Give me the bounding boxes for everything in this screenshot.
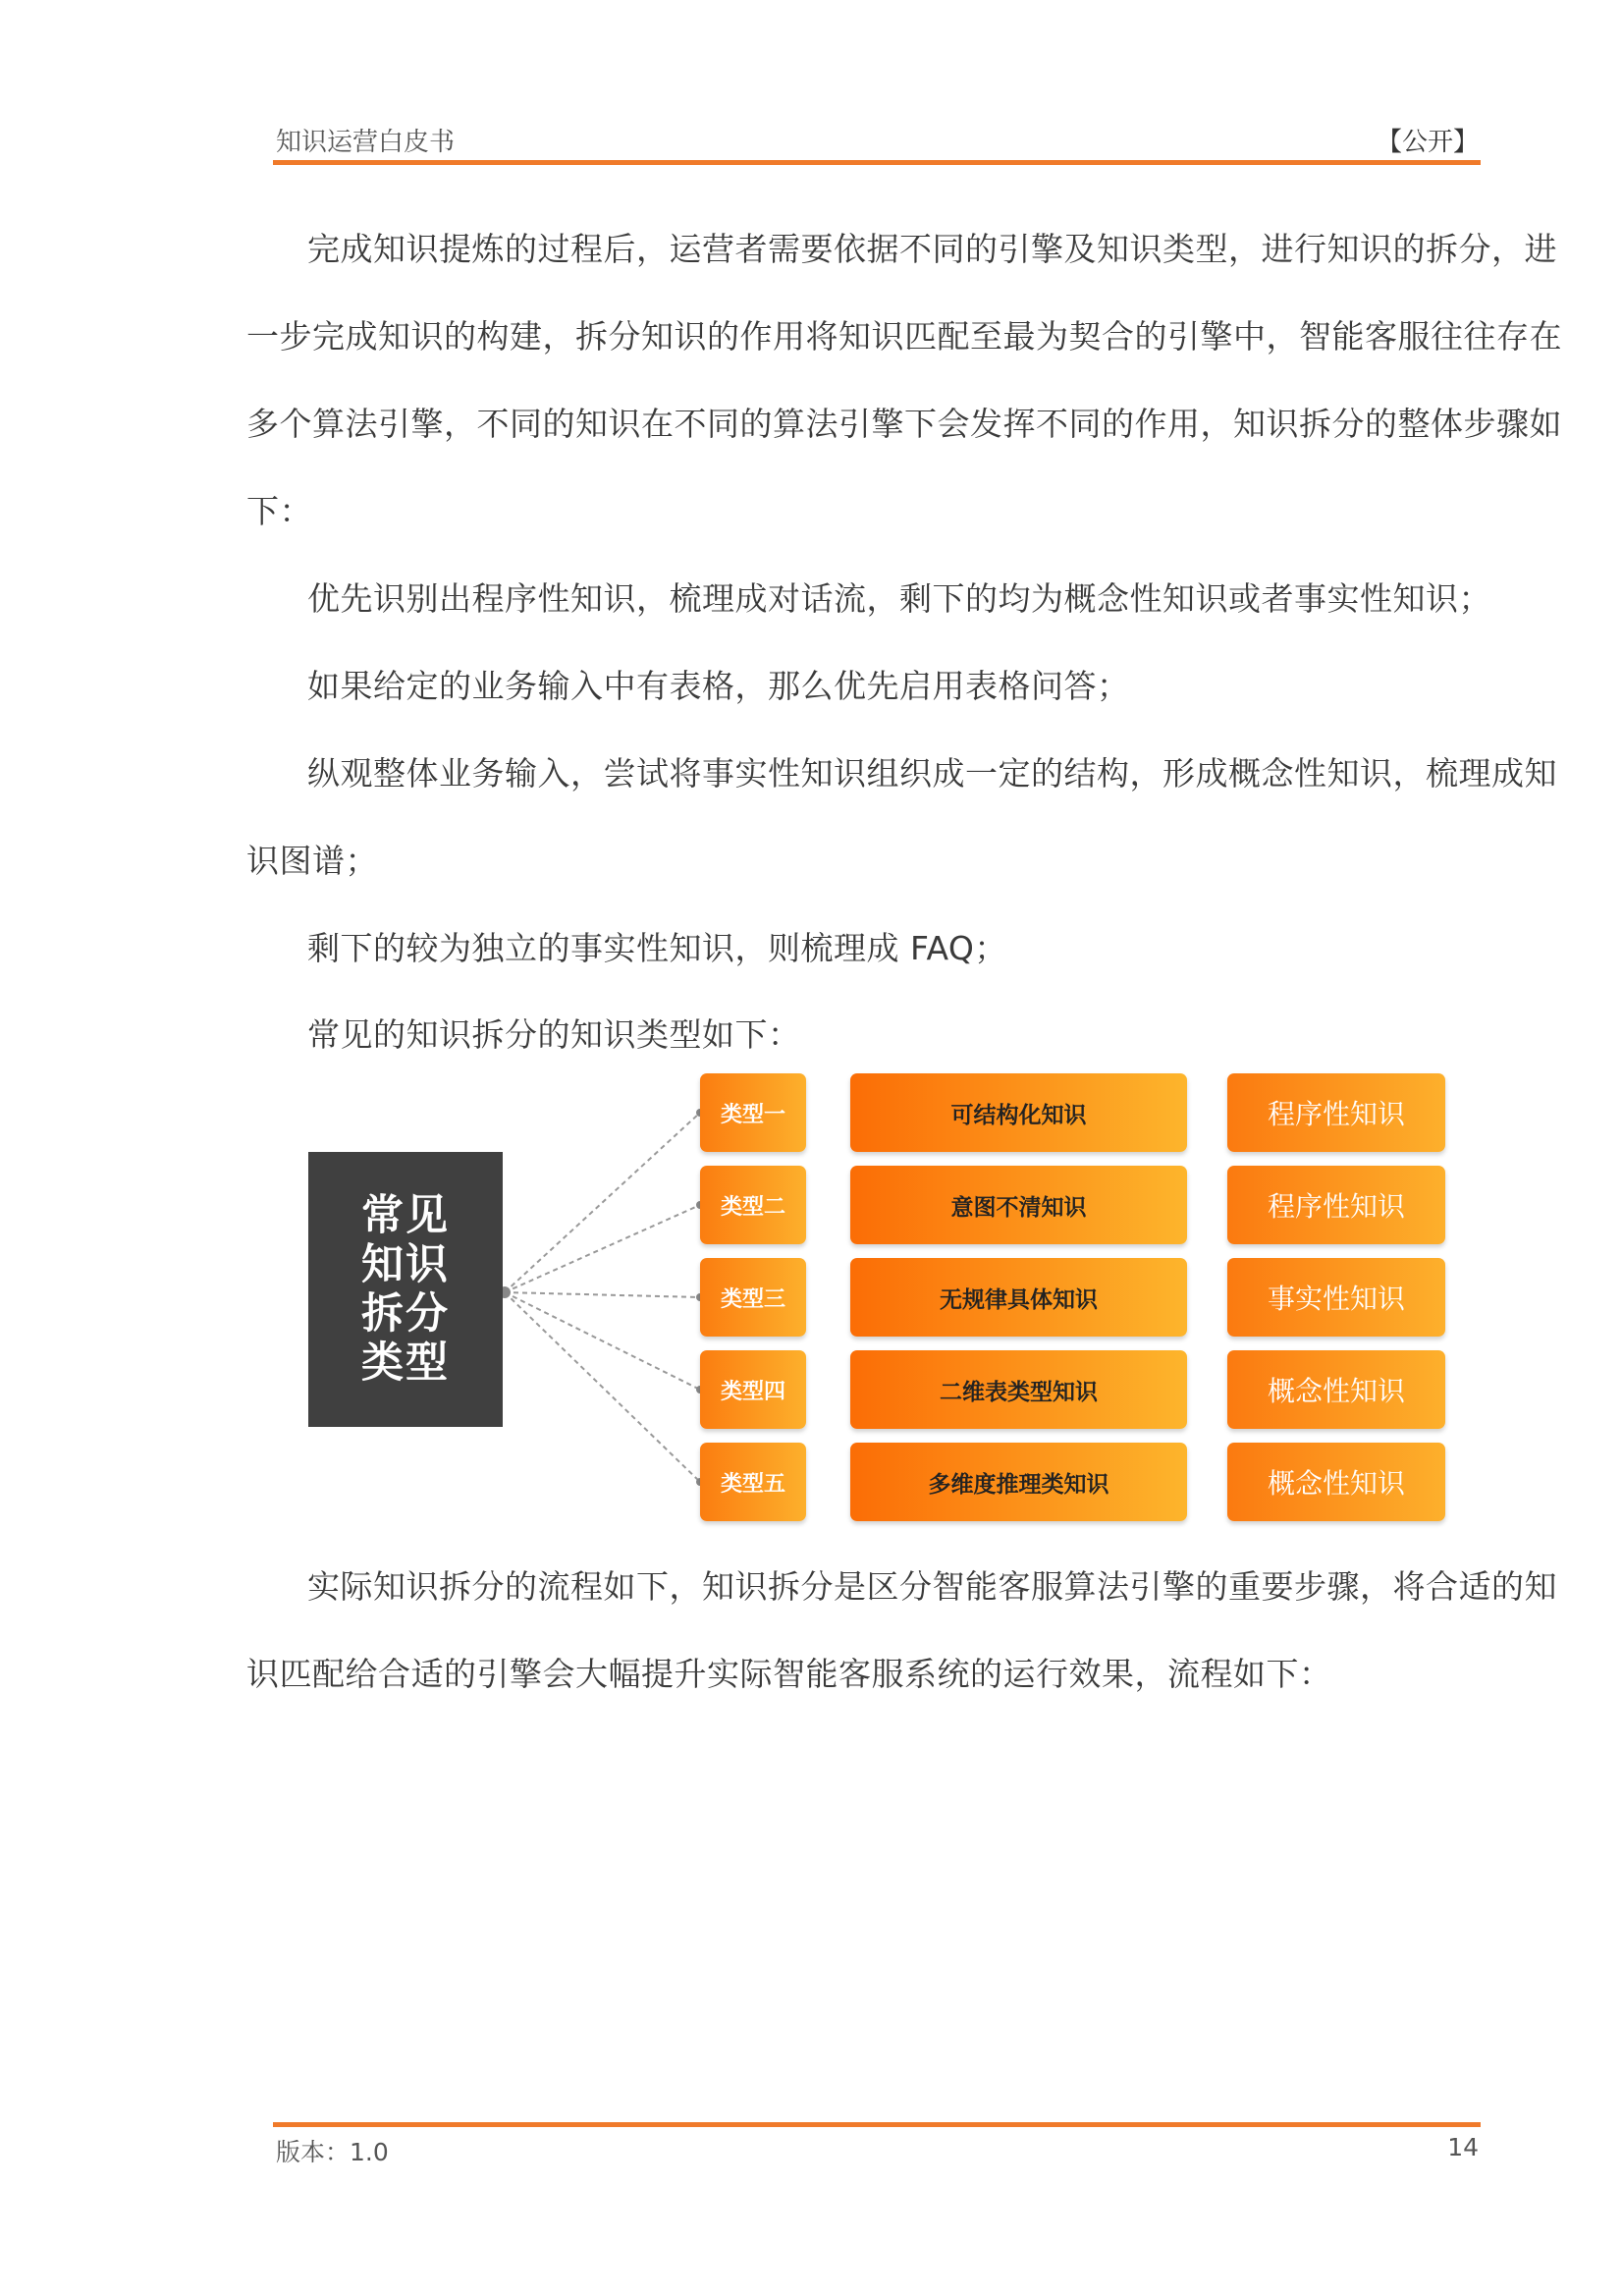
knowledge-category: 程序性知识 [1227,1166,1445,1244]
paragraph-line: 一步完成知识的构建，拆分知识的作用将知识匹配至最为契合的引擎中，智能客服往往存在 [246,317,1562,355]
center-label-line: 知识 [361,1240,450,1289]
footer-rule [273,2122,1481,2127]
paragraph-line: 优先识别出程序性知识，梳理成对话流，剩下的均为概念性知识或者事实性知识； [307,579,1491,618]
paragraph-line: 多个算法引擎，不同的知识在不同的算法引擎下会发挥不同的作用，知识拆分的整体步骤如 [246,405,1562,443]
paragraph-line: 剩下的较为独立的事实性知识，则梳理成 FAQ； [307,929,1007,967]
center-label-line: 类型 [361,1339,450,1388]
knowledge-type-diagram [304,1073,1453,1523]
knowledge-name: 意图不清知识 [850,1166,1187,1244]
type-badge: 类型四 [700,1350,806,1429]
type-row [304,1166,1453,1244]
type-row [304,1258,1453,1337]
version-label: 版本：1.0 [276,2138,389,2166]
paragraph-line: 下： [246,492,312,530]
type-badge: 类型五 [700,1443,806,1521]
type-row [304,1073,1453,1152]
type-badge: 类型三 [700,1258,806,1337]
paragraph-line: 常见的知识拆分的知识类型如下： [307,1015,801,1054]
knowledge-name: 多维度推理类知识 [850,1443,1187,1521]
knowledge-name: 无规律具体知识 [850,1258,1187,1337]
type-badge: 类型二 [700,1166,806,1244]
knowledge-category: 概念性知识 [1227,1350,1445,1429]
knowledge-category: 事实性知识 [1227,1258,1445,1337]
knowledge-name: 二维表类型知识 [850,1350,1187,1429]
type-badge: 类型一 [700,1073,806,1152]
document-title: 知识运营白皮书 [276,128,456,157]
knowledge-category: 程序性知识 [1227,1073,1445,1152]
paragraph-line: 实际知识拆分的流程如下，知识拆分是区分智能客服算法引擎的重要步骤，将合适的知 [307,1567,1557,1606]
type-row [304,1350,1453,1429]
knowledge-name: 可结构化知识 [850,1073,1187,1152]
paragraph-line: 如果给定的业务输入中有表格，那么优先启用表格问答； [307,667,1130,705]
knowledge-category: 概念性知识 [1227,1443,1445,1521]
paragraph-line: 识图谱； [246,842,378,880]
paragraph-line: 识匹配给合适的引擎会大幅提升实际智能客服系统的运行效果，流程如下： [246,1655,1332,1693]
type-row [304,1443,1453,1521]
paragraph-line: 完成知识提炼的过程后，运营者需要依据不同的引擎及知识类型，进行知识的拆分，进 [307,230,1557,268]
center-label-line: 拆分 [361,1289,450,1339]
page-number: 14 [1447,2133,1479,2161]
header-rule [273,160,1481,165]
classification-tag: 【公开】 [1376,128,1479,157]
paragraph-line: 纵观整体业务输入，尝试将事实性知识组织成一定的结构，形成概念性知识，梳理成知 [307,754,1557,793]
center-label-line: 常见 [361,1191,450,1240]
